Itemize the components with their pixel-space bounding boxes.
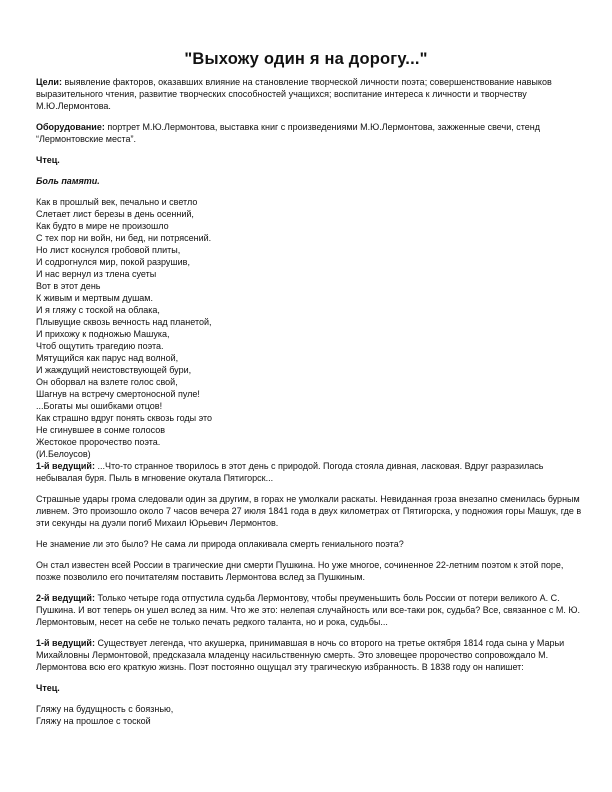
goals-paragraph xyxy=(36,76,584,112)
poem-2 xyxy=(36,703,584,727)
host2-paragraph xyxy=(36,592,584,628)
known-paragraph: Он стал известен всей России в трагические дни смерти Пушкина. Но уже многое, сочиненное 22-летним поэтом к этой поре, позже позволило его почитателям поставить Лермонтова вслед за Пушкиным. xyxy=(36,560,564,582)
page-title: "Выхожу один я на дорогу..." xyxy=(184,50,428,68)
poem-line: ...Богаты мы ошибками отцов! xyxy=(36,401,163,411)
poem-line: К живым и мертвым душам. xyxy=(36,293,153,303)
host1-label: 1-й ведущий: xyxy=(36,461,95,471)
poem-line: Мятущийся как парус над волной, xyxy=(36,353,179,363)
poem2-line: Гляжу на будущность с боязнью, xyxy=(36,704,174,714)
poem-line: Как в прошлый век, печально и светло xyxy=(36,197,198,207)
host1-legend-text: Существует легенда, что акушерка, принимавшая в ночь со второго на третье октября 1814 года сына у Марьи Михайловны Лермонтовой, предсказала младенцу насильственную смерть. Это зловещее пророчество сопровождало М. Лермонтова всю его краткую жизнь. Поэт постоянно ощущал эту трагическую избранность. В 1838 году он напишет: xyxy=(36,638,565,672)
poem xyxy=(36,196,584,460)
equipment-text: портрет М.Ю.Лермонтова, выставка книг с произведениями М.Ю.Лермонтова, зажженные свечи, стенд “Лермонтовские места”. xyxy=(36,122,540,144)
poem-line: И жаждущий неистовствующей бури, xyxy=(36,365,192,375)
host2-text: Только четыре года отпустила судьба Лермонтову, чтобы преуменьшить боль России от потери великого А. С. Пушкина. И вот теперь он ушел вслед за ним. Что же это: нелепая случайность или все-таки рок, судьба? Все, связанное с М. Ю. Лермонтовым, несет на себе не только печать редкого таланта, но и рока, судьбы... xyxy=(36,593,580,627)
poem-line: Слетает лист березы в день осенний, xyxy=(36,209,194,219)
host2-label: 2-й ведущий: xyxy=(36,593,95,603)
poem2-line: Гляжу на прошлое с тоской xyxy=(36,716,151,726)
document-body xyxy=(36,76,584,727)
reader-label: Чтец. xyxy=(36,155,60,165)
poem-line: Как будто в мире не произошло xyxy=(36,221,169,231)
poem-line: Плывущие сквозь вечность над планетой, xyxy=(36,317,212,327)
poem-line: Шагнув на встречу смертоносной пуле! xyxy=(36,389,200,399)
equipment-paragraph xyxy=(36,121,584,145)
poem-line: Он оборвал на взлете голос свой, xyxy=(36,377,178,387)
equipment-label: Оборудование: xyxy=(36,122,105,132)
host1-legend-paragraph xyxy=(36,637,584,673)
poem-line: И нас вернул из тлена суеты xyxy=(36,269,157,279)
goals-text: выявление факторов, оказавших влияние на становление творческой личности поэта; совершенствование навыков выразительного чтения, развитие творческих способностей учащихся; воспитание интереса к личности и творчеству М.Ю.Лермонтова. xyxy=(36,77,552,111)
host1-legend-label: 1-й ведущий: xyxy=(36,638,95,648)
poem-line: И я гляжу с тоской на облака, xyxy=(36,305,160,315)
thunder-paragraph: Страшные удары грома следовали один за другим, в горах не умолкали раскаты. Невиданная гроза внезапно сменилась бурным ливнем. Это произошло около 7 часов вечера 27 июля 1841 года в двух километрах от Пятигорска, у подножия горы Машук, где в эти секунды на дуэли погиб Михаил Юрьевич Лермонтов. xyxy=(36,494,582,528)
host1-paragraph xyxy=(36,460,584,484)
poem-line: И содрогнулся мир, покой разрушив, xyxy=(36,257,190,267)
poem-line: Жестокое пророчество поэта. xyxy=(36,437,161,447)
poem-line: Не сгинувшее в сонме голосов xyxy=(36,425,165,435)
reader-label-2: Чтец. xyxy=(36,683,60,693)
goals-label: Цели: xyxy=(36,77,62,87)
poem-line: Чтоб ощутить трагедию поэта. xyxy=(36,341,164,351)
poem-line: И прихожу к подножью Машука, xyxy=(36,329,170,339)
poem-title: Боль памяти. xyxy=(36,176,100,186)
sign-paragraph: Не знамение ли это было? Не сама ли природа оплакивала смерть гениального поэта? xyxy=(36,539,404,549)
poem-line: Но лист коснулся гробовой плиты, xyxy=(36,245,181,255)
host1-text: ...Что-то странное творилось в этот день с природой. Погода стояла дивная, ласковая. Вдруг разразилась небывалая буря. Пыль в мгновение окутала Пятигорск... xyxy=(36,461,544,483)
poem-line: С тех пор ни войн, ни бед, ни потрясений. xyxy=(36,233,212,243)
poem-author: (И.Белоусов) xyxy=(36,449,91,459)
poem-line: Как страшно вдруг понять сквозь годы это xyxy=(36,413,213,423)
poem-line: Вот в этот день xyxy=(36,281,101,291)
